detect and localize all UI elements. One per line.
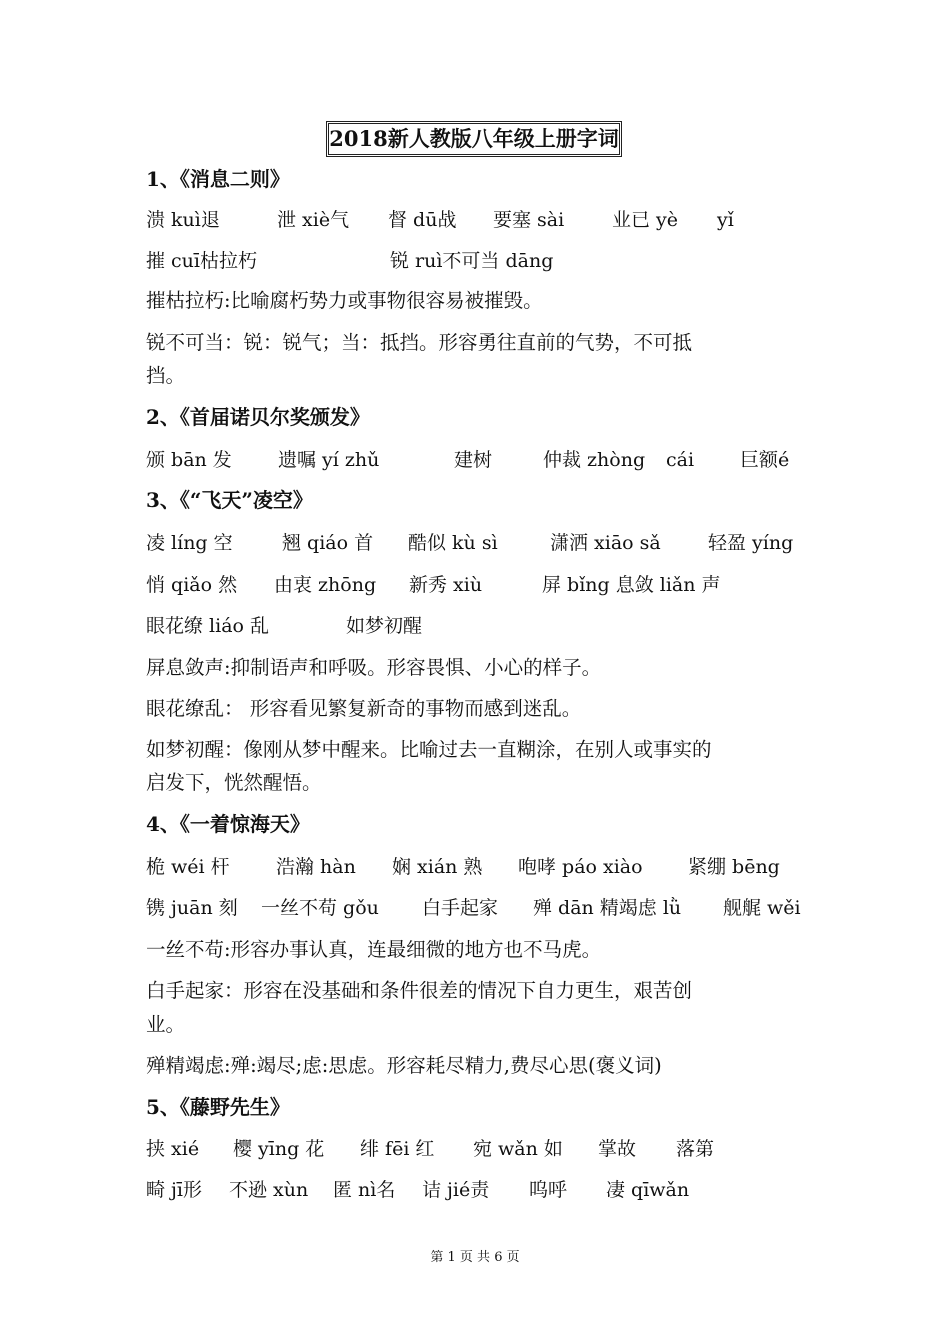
document-title: 2018新人教版八年级上册字词 — [326, 121, 622, 157]
definition-line: 眼花缭乱： 形容看见繁复新奇的事物而感到迷乱。 — [146, 697, 582, 720]
word-item: 如梦初醒 — [346, 615, 423, 637]
lesson-1-words-row-2 — [146, 247, 826, 275]
word-item: 掌故 — [598, 1138, 637, 1160]
lesson-5-words-row-2 — [146, 1176, 826, 1204]
word-item: 凄 qīwǎn — [606, 1179, 690, 1201]
definition-line: 如梦初醒：像刚从梦中醒来。比喻过去一直糊涂，在别人或事实的 — [146, 738, 712, 761]
word-item: 泄 xiè气 — [277, 209, 350, 231]
word-item: 屏 bǐng 息敛 liǎn 声 — [542, 574, 721, 596]
definition-line: 启发下，恍然醒悟。 — [146, 771, 322, 794]
word-item: 巨额é — [740, 449, 790, 471]
word-item: 舰艉 wěi — [723, 897, 801, 919]
lesson-4-words-row-2 — [146, 894, 826, 922]
word-item: 诘 jié责 — [422, 1179, 490, 1201]
word-item: 樱 yīng 花 — [233, 1138, 325, 1160]
word-item: 绯 fēi 红 — [360, 1138, 435, 1160]
lesson-2-words-row-1 — [146, 446, 826, 474]
definition-line: 业。 — [146, 1013, 186, 1036]
word-item: 建树 — [454, 449, 493, 471]
word-item: 不逊 xùn — [229, 1179, 309, 1201]
definition-line: 挡。 — [146, 364, 186, 387]
definition-line: 白手起家：形容在没基础和条件很差的情况下自力更生，艰苦创 — [146, 979, 693, 1002]
lesson-4-heading: 4、《一着惊海天》 — [146, 812, 310, 836]
word-item: 遗嘱 yí zhǔ — [278, 449, 380, 471]
page-footer: 第 1 页 共 6 页 — [430, 1250, 520, 1265]
word-item: yǐ — [717, 209, 734, 231]
word-item: 业已 yè — [612, 209, 679, 231]
word-item: 镌 juān 刻 — [146, 897, 238, 919]
word-item: 一丝不苟 gǒu — [261, 897, 379, 919]
lesson-1-words-row-1 — [146, 206, 826, 234]
definition-line: 摧枯拉朽:比喻腐朽势力或事物很容易被摧毁。 — [146, 289, 543, 312]
lesson-3-words-row-2 — [146, 571, 826, 599]
word-item: 新秀 xiù — [409, 574, 483, 596]
word-item: 宛 wǎn 如 — [473, 1138, 563, 1160]
word-item: 锐 ruì不可当 dāng — [390, 250, 554, 272]
word-item: 挟 xié — [146, 1138, 200, 1160]
word-item: 浩瀚 hàn — [276, 856, 356, 878]
definition-line: 屏息敛声:抑制语声和呼吸。形容畏惧、小心的样子。 — [146, 656, 602, 679]
definition-line: 锐不可当：锐：锐气；当：抵挡。形容勇往直前的气势，不可抵 — [146, 331, 693, 354]
lesson-3-heading: 3、《“飞天”凌空》 — [146, 488, 313, 512]
word-item: 督 dū战 — [388, 209, 457, 231]
word-item: 眼花缭 liáo 乱 — [146, 615, 269, 637]
word-item: cái — [666, 449, 695, 471]
word-item: 殚 dān 精竭虑 lǜ — [533, 897, 682, 919]
lesson-3-words-row-3 — [146, 612, 826, 640]
word-item: 要塞 sài — [493, 209, 565, 231]
word-item: 畸 jī形 — [146, 1179, 203, 1201]
word-item: 凌 líng 空 — [146, 532, 233, 554]
word-item: 紧绷 bēng — [688, 856, 780, 878]
word-item: 酷似 kù sì — [408, 532, 498, 554]
word-item: 颁 bān 发 — [146, 449, 232, 471]
word-item: 翘 qiáo 首 — [282, 532, 374, 554]
word-item: 溃 kuì退 — [146, 209, 220, 231]
lesson-3-words-row-1 — [146, 529, 826, 557]
lesson-5-words-row-1 — [146, 1135, 826, 1163]
definition-line: 一丝不苟:形容办事认真，连最细微的地方也不马虎。 — [146, 938, 602, 961]
lesson-2-heading: 2、《首届诺贝尔奖颁发》 — [146, 405, 370, 429]
word-item: 落第 — [676, 1138, 715, 1160]
lesson-4-words-row-1 — [146, 853, 826, 881]
word-item: 潇洒 xiāo sǎ — [550, 532, 661, 554]
word-item: 呜呼 — [529, 1179, 568, 1201]
word-item: 匿 nì名 — [333, 1179, 396, 1201]
word-item: 娴 xián 熟 — [392, 856, 483, 878]
word-item: 桅 wéi 杆 — [146, 856, 230, 878]
word-item: 摧 cuī枯拉朽 — [146, 250, 257, 272]
lesson-1-heading: 1、《消息二则》 — [146, 167, 290, 191]
word-item: 咆哮 páo xiào — [518, 856, 643, 878]
word-item: 白手起家 — [422, 897, 499, 919]
word-item: 仲裁 zhòng — [543, 449, 646, 471]
word-item: 由衷 zhōng — [274, 574, 377, 596]
word-item: 轻盈 yíng — [708, 532, 794, 554]
word-item: 悄 qiǎo 然 — [146, 574, 238, 596]
lesson-5-heading: 5、《藤野先生》 — [146, 1095, 290, 1119]
definition-line: 殚精竭虑:殚:竭尽;虑:思虑。形容耗尽精力,费尽心思(褒义词) — [146, 1054, 662, 1077]
